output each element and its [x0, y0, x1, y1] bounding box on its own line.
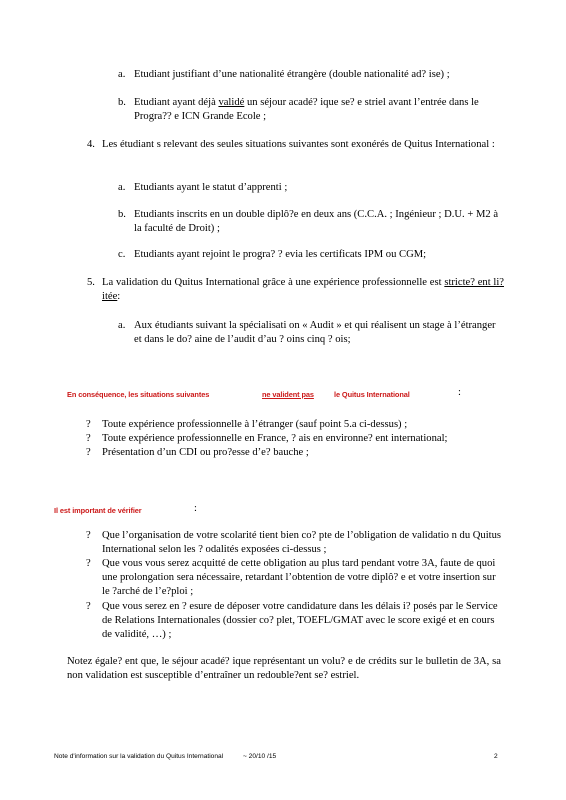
footer-date: ~ 20/10 /15 [243, 753, 277, 760]
important-colon: : [194, 503, 197, 514]
page-number: 2 [494, 753, 498, 760]
important-heading: Il est important de vérifier [54, 506, 142, 515]
bullet-marker: ? [86, 419, 91, 430]
text-fragment: Etudiant ayant déjà [134, 97, 219, 108]
list-item-apprentice: Etudiants ayant le statut d’apprenti ; [134, 182, 288, 193]
list-marker-b: b. [118, 209, 126, 220]
consequence-quitus: le Quitus International [334, 390, 410, 399]
list-marker-c: c. [118, 249, 126, 260]
list-item-foreign-nationality: Etudiant justifiant d’une nationalité étrangère (double nationalité ad? ise) ; [134, 69, 450, 80]
list-marker-a: a. [118, 182, 126, 193]
bullet-marker: ? [86, 558, 91, 569]
bullet-marker: ? [86, 433, 91, 444]
list-item-double-degree: Etudiants inscrits en un double diplô?e en deux ans (C.C.A. ; Ingénieur ; D.U. + M2 à la faculté de Droit) ; [134, 209, 499, 234]
bullet-experience-abroad: Toute expérience professionnelle à l’étranger (sauf point 5.a ci-dessus) ; [102, 419, 408, 430]
text-fragment: La validation du Quitus International grâce à une expérience professionnelle est [102, 277, 445, 288]
consequence-not-valid: ne valident pas [262, 390, 314, 399]
consequence-colon: : [458, 387, 461, 398]
bullet-check-schedule: Que l’organisation de votre scolarité tient bien co? pte de l’obligation de validatio n du Quitus International selon les ? odalités exposées ci-dessus ; [102, 530, 502, 555]
bullet-marker: ? [86, 601, 91, 612]
footer-title: Note d'information sur la validation du Quitus International [54, 753, 224, 760]
underlined-text: stricte? ent li? itée [102, 277, 504, 302]
bullet-marker: ? [86, 530, 91, 541]
bullet-cdi: Présentation d’un CDI ou pro?esse d’e? bauche ; [102, 447, 309, 458]
bullet-check-deadline: Que vous vous serez acquitté de cette obligation au plus tard pendant votre 3A, faute de quoi une prolongation sera nécessaire, retardant l’obtention de votre diplô? e et votre insertion sur le ?arché de l’e?ploi ; [102, 558, 496, 597]
section-4-marker: 4. [87, 139, 95, 150]
list-marker-a: a. [118, 320, 126, 331]
consequence-heading: En conséquence, les situations suivantes [67, 390, 210, 399]
section-5-text [102, 276, 504, 304]
bullet-check-application: Que vous serez en ? esure de déposer votre candidature dans les délais i? posés par le Service de Relations Internationales (dossier co? plet, TOEFL/GMAT avec le score exigé et en cours de validité, …) ; [102, 601, 498, 640]
text-fragment: un séjour acadé? ique se? e striel avant l’entrée dans le Progra?? e ICN Grande Ecole ; [134, 97, 479, 122]
list-marker-a: a. [118, 69, 126, 80]
list-item-audit: Aux étudiants suivant la spécialisati on « Audit » et qui réalisent un stage à l’étranger et dans le do? aine de l’audit d’au ? oins cinq ? ois; [134, 320, 496, 345]
list-marker-b: b. [118, 97, 126, 108]
bullet-experience-france: Toute expérience professionnelle en France, ? ais en environne? ent international; [102, 433, 448, 444]
bullet-marker: ? [86, 447, 91, 458]
section-5-marker: 5. [87, 277, 95, 288]
closing-note: Notez égale? ent que, le séjour acadé? ique représentant un volu? e de crédits sur le bulletin de 3A, sa non validation est susceptible d’entraîner un redouble?ent se? estriel. [67, 656, 501, 681]
list-item-certificates: Etudiants ayant rejoint le progra? ? evia les certificats IPM ou CGM; [134, 249, 427, 260]
underlined-text: validé [218, 97, 245, 108]
section-4-text: Les étudiant s relevant des seules situations suivantes sont exonérés de Quitus International : [102, 139, 495, 150]
list-item-prior-semester [134, 96, 504, 124]
text-fragment: : [117, 290, 121, 302]
